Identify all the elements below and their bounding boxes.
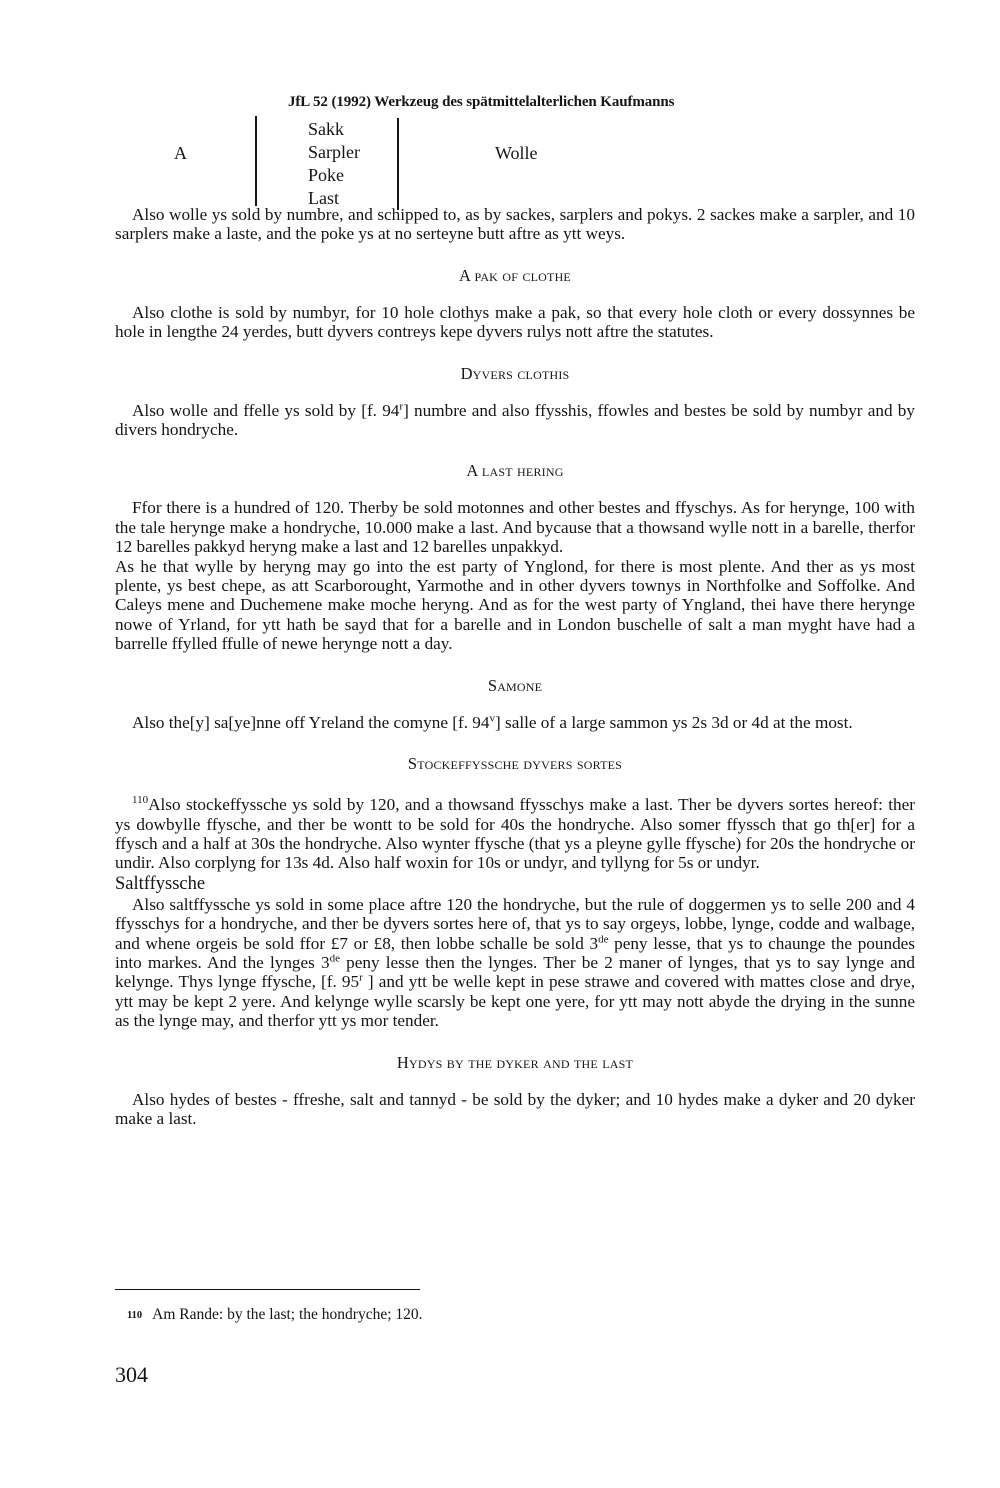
- superscript: de: [598, 932, 609, 945]
- superscript: de: [329, 952, 340, 965]
- section-heading: Samone: [487, 675, 543, 695]
- text-span: Also stockeffyssche ys sold by 120, and a thowsand ffysschys make a last. Ther be dyvers sortes hereof: ther ys dowbylle ffysche, and ther be wontt to be sold for 40s the hondryche. Also somer ffyssch that go th[er] for a ffysch and a half at 30s the hondryche. Also wynter ffysche (that ys a pleyne gylle ffysche) for 20s the hondryche or undir. Also corplyng for 13s 4d. Also half woxin for 10s or undyr, and tyllyng for 5s or undyr.: [115, 795, 915, 873]
- paragraph: As he that wylle by heryng may go into the est party of Ynglond, for there is most plente. And ther as ys most plente, ys best chepe, as att Scarborought, Yarmothe and in other dyvers townys in Northfolke and Soffolke. And Caleys mene and Duchemene make moche heryng. And as for the west party of Yngland, thei have there herynge nowe of Yrland, for ytt hath be sayd that for a barelle and in London buschelle of salt a man myght have had a barrelle ffylled ffulle of newe herynge nott a day.: [115, 556, 915, 654]
- paragraph: Ffor there is a hundred of 120. Therby be sold motonnes and other bestes and ffyschys. As for herynge, 100 with the tale herynge make a hondryche, 10.000 make a last. And bycause that a thowsand wylle nott in a barelle, therfor 12 barelles pakkyd heryng make a last and 12 barelles unpakkyd.: [115, 498, 915, 557]
- text-span: peny lesse then the lynges. Ther be 2 maner of lynges, that ys to say lynge and kelynge. Thys lynge ffysche, [f. 95: [115, 952, 915, 992]
- running-head: JfL 52 (1992) Werkzeug des spätmittelalterlichen Kaufmanns: [288, 94, 675, 110]
- table-left-rule: [255, 116, 257, 206]
- text-span: ] and ytt be welle kept in pese strawe and covered with mattes close and drye, ytt may be kept 2 yere. And kelynge wylle scarsly be kept one yere, for ytt may nott abyde the drying in the sunne as the lynge may, and therfor ytt ys mor tender.: [115, 972, 915, 1031]
- paragraph: Also hydes of bestes - ffreshe, salt and tannyd - be sold by the dyker; and 10 hydes make a dyker and 20 dyker make a last.: [115, 1089, 915, 1128]
- page-number: 304: [115, 1362, 148, 1387]
- table-letter: A: [174, 143, 187, 163]
- table-commodity: Wolle: [495, 143, 538, 163]
- paragraph: [115, 791, 915, 873]
- footnote-text: Am Rande: by the last; the hondryche; 120.: [152, 1306, 423, 1323]
- section-heading: Hydys by the dyker and the last: [396, 1052, 634, 1072]
- measure-table: [0, 0, 1000, 220]
- text-span: Also saltffyssche ys sold in some place aftre 120 the hondryche, but the rule of doggermen ys to selle 200 and 4 ffysschys for a hondryche, and ther be dyvers sortes here of, that ys to say orgeys, lobbe, lynge, codde and walbage, and whene orgeis be sold ffor £7 or £8, then lobbe schalle be sold 3: [115, 894, 915, 953]
- section-heading: A pak of clothe: [459, 265, 571, 285]
- footnote-rule: [115, 1289, 420, 1290]
- folio-superscript: r: [359, 971, 363, 984]
- subheading: Saltffyssche: [115, 873, 206, 894]
- folio-superscript: r: [399, 399, 404, 412]
- footnote-marker: 110: [132, 794, 149, 807]
- text-span: ] salle of a large sammon ys 2s 3d or 4d at the most.: [494, 712, 853, 732]
- text-span: Also the[y] sa[ye]nne off Yreland the comyne [f. 94: [132, 712, 490, 732]
- table-item: Sakk: [308, 119, 344, 139]
- footnote-number: 110: [127, 1310, 143, 1321]
- table-item: Last: [308, 188, 339, 208]
- table-items: [308, 118, 360, 210]
- text-span: Also wolle and ffelle ys sold by [f. 94: [132, 400, 400, 420]
- paragraph: [115, 713, 915, 732]
- table-item: Sarpler: [308, 142, 360, 162]
- section-heading: Stockeffyssche dyvers sortes: [407, 754, 623, 774]
- text-span: peny lesse, that ys to chaunge the poundes into markes. And the lynges 3: [115, 933, 915, 972]
- text-span: ] numbre and also ffysshis, ffowles and bestes be sold by numbyr and by divers hondryche.: [115, 400, 915, 440]
- paragraph: [115, 895, 915, 1031]
- folio-superscript: v: [489, 711, 495, 724]
- footnote: [127, 1306, 423, 1324]
- paragraph: Also wolle ys sold by numbre, and schipped to, as by sackes, sarplers and pokys. 2 sackes make a sarpler, and 10 sarplers make a laste, and the poke ys at no serteyne butt aftre as ytt weys.: [115, 205, 915, 244]
- section-heading: A last hering: [466, 461, 564, 481]
- section-heading: Dyvers clothis: [460, 363, 570, 383]
- paragraph: [115, 401, 915, 440]
- body-text: [115, 205, 915, 1128]
- table-right-rule: [397, 118, 399, 210]
- paragraph: Also clothe is sold by numbyr, for 10 hole clothys make a pak, so that every hole cloth or every dossynnes be hole in lengthe 24 yerdes, butt dyvers contreys kepe dyvers rulys nott aftre the statutes.: [115, 302, 915, 342]
- table-item: Poke: [308, 165, 344, 185]
